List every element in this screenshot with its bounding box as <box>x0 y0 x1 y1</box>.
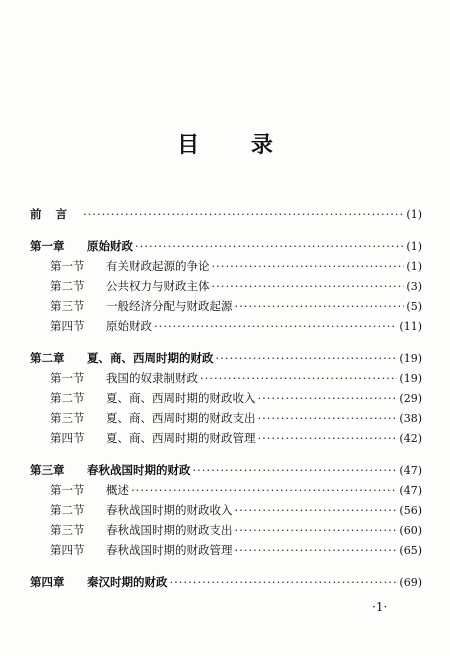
toc-section[interactable] <box>30 276 422 296</box>
chapter-label: 第四章 <box>30 575 65 589</box>
leader-dots <box>235 540 398 560</box>
section-label: 第三节 <box>50 299 85 313</box>
section-label: 第四节 <box>50 543 85 557</box>
section-label: 第四节 <box>50 431 85 445</box>
leader-dots <box>170 572 398 592</box>
toc-chapter-4[interactable] <box>30 572 422 592</box>
leader-dots <box>154 316 397 336</box>
section-title: 春秋战国时期的财政支出 <box>106 523 233 537</box>
toc-page-number: (5) <box>406 300 422 313</box>
chapter-label: 第一章 <box>30 239 65 253</box>
leader-dots <box>193 460 398 480</box>
toc-chapter-2[interactable] <box>30 348 422 368</box>
leader-dots <box>216 348 398 368</box>
toc-section[interactable] <box>30 368 422 388</box>
section-label: 第二节 <box>50 503 85 517</box>
section-title: 公共权力与财政主体 <box>106 279 210 293</box>
toc-entry-preface[interactable] <box>30 204 422 224</box>
page-title: 目 录 <box>177 133 295 158</box>
toc-page-number: (47) <box>399 464 422 477</box>
toc-page-number: (38) <box>399 412 422 425</box>
toc-page-number: (60) <box>399 524 422 537</box>
toc-page-number: (29) <box>399 392 422 405</box>
section-label: 第三节 <box>50 523 85 537</box>
chapter-title: 春秋战国时期的财政 <box>87 463 191 477</box>
chapter-label: 第三章 <box>30 463 65 477</box>
section-title: 春秋战国时期的财政收入 <box>106 503 233 517</box>
toc-page-number: (19) <box>399 372 422 385</box>
toc-page-number: (1) <box>406 260 422 273</box>
table-of-contents <box>30 204 422 592</box>
toc-page-number: (56) <box>399 504 422 517</box>
toc-section[interactable] <box>30 540 422 560</box>
toc-page-number: (65) <box>399 544 422 557</box>
leader-dots <box>235 520 398 540</box>
leader-dots <box>212 276 405 296</box>
toc-chapter-1[interactable] <box>30 236 422 256</box>
toc-section[interactable] <box>30 256 422 276</box>
toc-page-number: (3) <box>406 280 422 293</box>
chapter-title: 原始财政 <box>87 239 133 253</box>
section-label: 第一节 <box>50 371 85 385</box>
section-label: 第一节 <box>50 483 85 497</box>
toc-page-number: (69) <box>399 576 422 589</box>
section-title: 夏、商、西周时期的财政收入 <box>106 391 256 405</box>
toc-section[interactable] <box>30 428 422 448</box>
section-title: 有关财政起源的争论 <box>106 259 210 273</box>
toc-section[interactable] <box>30 296 422 316</box>
section-title: 夏、商、西周时期的财政支出 <box>106 411 256 425</box>
leader-dots <box>235 296 405 316</box>
toc-page-number: (1) <box>406 208 422 221</box>
section-title: 原始财政 <box>106 319 152 333</box>
leader-dots <box>200 368 397 388</box>
toc-page-number: (42) <box>399 432 422 445</box>
leader-dots <box>83 204 404 224</box>
section-label: 第一节 <box>50 259 85 273</box>
section-label: 第三节 <box>50 411 85 425</box>
section-title: 我国的奴隶制财政 <box>106 371 198 385</box>
section-label: 第二节 <box>50 391 85 405</box>
toc-chapter-3[interactable] <box>30 460 422 480</box>
toc-section[interactable] <box>30 408 422 428</box>
section-title: 一般经济分配与财政起源 <box>106 299 233 313</box>
chapter-title: 夏、商、西周时期的财政 <box>87 351 214 365</box>
toc-section[interactable] <box>30 500 422 520</box>
leader-dots <box>258 388 398 408</box>
toc-page-number: (47) <box>399 484 422 497</box>
toc-page-number: (19) <box>399 352 422 365</box>
toc-section[interactable] <box>30 480 422 500</box>
toc-section[interactable] <box>30 316 422 336</box>
chapter-title: 秦汉时期的财政 <box>87 575 168 589</box>
section-title: 概述 <box>106 483 129 497</box>
leader-dots <box>212 256 405 276</box>
toc-entry-label: 前言 <box>30 207 81 221</box>
page-number: ·1· <box>372 600 388 614</box>
leader-dots <box>135 236 404 256</box>
toc-page-number: (11) <box>399 320 422 333</box>
section-label: 第二节 <box>50 279 85 293</box>
toc-section[interactable] <box>30 388 422 408</box>
section-title: 春秋战国时期的财政管理 <box>106 543 233 557</box>
section-label: 第四节 <box>50 319 85 333</box>
leader-dots <box>258 428 398 448</box>
leader-dots <box>258 408 398 428</box>
leader-dots <box>131 480 397 500</box>
chapter-label: 第二章 <box>30 351 65 365</box>
leader-dots <box>235 500 398 520</box>
section-title: 夏、商、西周时期的财政管理 <box>106 431 256 445</box>
toc-page-number: (1) <box>406 240 422 253</box>
toc-section[interactable] <box>30 520 422 540</box>
